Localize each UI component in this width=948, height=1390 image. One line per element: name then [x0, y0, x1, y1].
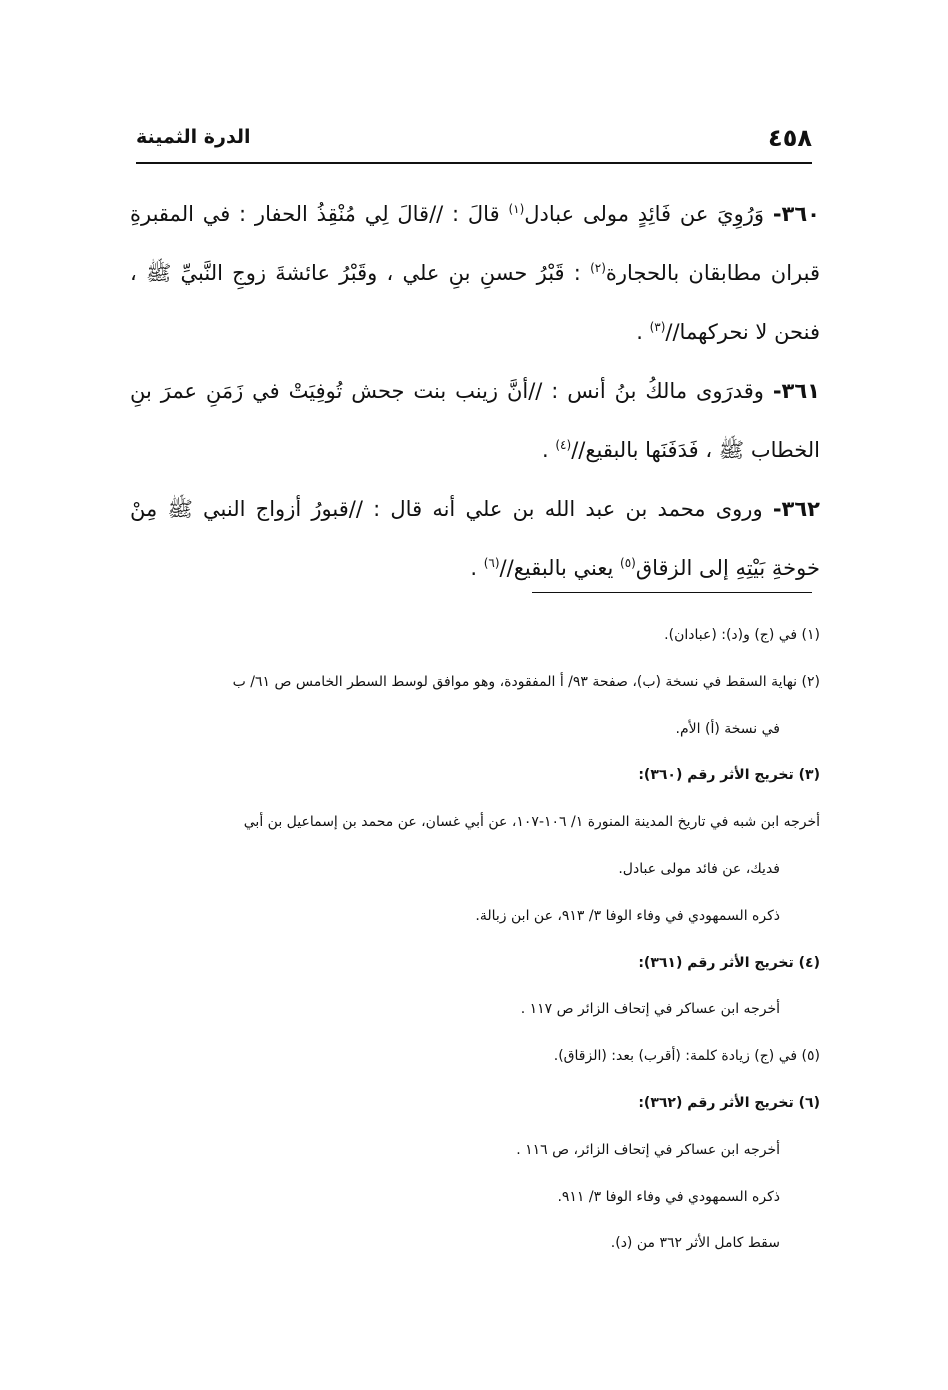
footnote-ref: (٣) — [649, 320, 666, 334]
paragraph-text: . — [470, 556, 478, 580]
footnotes — [136, 612, 820, 1267]
paragraph-text: يعني بالبقيع// — [499, 556, 614, 580]
paragraph-number: ٣٦٢- — [772, 497, 820, 521]
paragraph-text: وروى محمد بن عبد الله بن علي أنه قال : //قبورُ أزواج النبي ﷺ مِنْ خوخةِ بَيْتِهِ إلى الزقاق — [130, 497, 820, 580]
footnote-line: سقط كامل الأثر ٣٦٢ من (د). — [610, 1235, 780, 1252]
footnote-ref: (٥) — [620, 556, 636, 570]
footnote-line: في نسخة (أ) الأم. — [675, 720, 780, 737]
footnote-line: أخرجه ابن عساكر في إتحاف الزائر، ص ١١٦ . — [516, 1141, 780, 1158]
footnote-line: أخرجه ابن عساكر في إتحاف الزائر ص ١١٧ . — [520, 1001, 780, 1018]
paragraph-number: ٣٦٠- — [772, 202, 820, 226]
footnote-line: أخرجه ابن شبه في تاريخ المدينة المنورة ١/ ١٠٦-١٠٧، عن أبي غسان، عن محمد بن إسماعيل بن أبي — [243, 814, 820, 831]
paragraph-number: ٣٦١- — [772, 379, 820, 403]
paragraph-text: : قَبْرُ حسنِ بنِ علي ، وقَبْرُ عائشةَ زوجِ النَّبيِّ ﷺ ، فنحن لا نحركهما// — [130, 261, 820, 344]
footnote-line: (٣) تخريج الأثر رقم (٣٦٠): — [638, 767, 820, 784]
footnote-line: ذكره السمهودي في وفاء الوفا ٣/ ٩١١. — [557, 1188, 780, 1205]
footnote-ref: (٤) — [555, 438, 572, 452]
footnote-line: فديك، عن فائد مولى عبادل. — [618, 860, 780, 877]
paragraph-text: وَرُوِيَ عن فَائِدٍ مولى عبادل — [524, 202, 765, 226]
paragraph-text: . — [541, 438, 549, 462]
running-title: الدرة الثمينة — [136, 126, 251, 148]
footnote-line: (١) في (ج) و(د): (عبادان). — [664, 627, 820, 643]
paragraph-361 — [130, 362, 820, 480]
footnote-ref: (٢) — [590, 261, 606, 275]
paragraph-360 — [130, 185, 820, 362]
footnote-separator — [532, 592, 812, 593]
paragraph-text: . — [636, 320, 643, 344]
footnote-line: (٢) نهاية السقط في نسخة (ب)، صفحة ٩٣/ أ المفقودة، وهو موافق لوسط السطر الخامس ص ٦١/ ب — [232, 673, 820, 690]
paragraph-text: قالَ : //قالَ لِي مُنْقِذُ الحفار : في المقبرةِ قبران مطابقان بالحجارة — [130, 202, 820, 285]
footnote-ref: (٦) — [483, 556, 500, 570]
page-header — [136, 122, 812, 162]
main-text — [130, 185, 820, 598]
paragraph-362 — [130, 480, 820, 598]
header-rule — [136, 162, 812, 164]
footnote-line: (٤) تخريج الأثر رقم (٣٦١): — [638, 954, 820, 971]
page-number: ٤٥٨ — [768, 124, 812, 152]
footnote-ref: (١) — [508, 202, 525, 216]
footnote-line: (٦) تخريج الأثر رقم (٣٦٢): — [638, 1094, 820, 1111]
footnote-line: ذكره السمهودي في وفاء الوفا ٣/ ٩١٣، عن ابن زبالة. — [475, 907, 780, 924]
paragraph-text: وقدرَوى مالكُ بنُ أنس : //أنَّ زينب بنت جحش تُوفِيَتْ في زَمَنِ عمرَ بنِ الخطاب ﷺ ، فَدَفَنَها بالبقيع// — [130, 379, 820, 462]
footnote-line: (٥) في (ج) زيادة كلمة: (أقرب) بعد: (الزقاق). — [553, 1048, 820, 1065]
